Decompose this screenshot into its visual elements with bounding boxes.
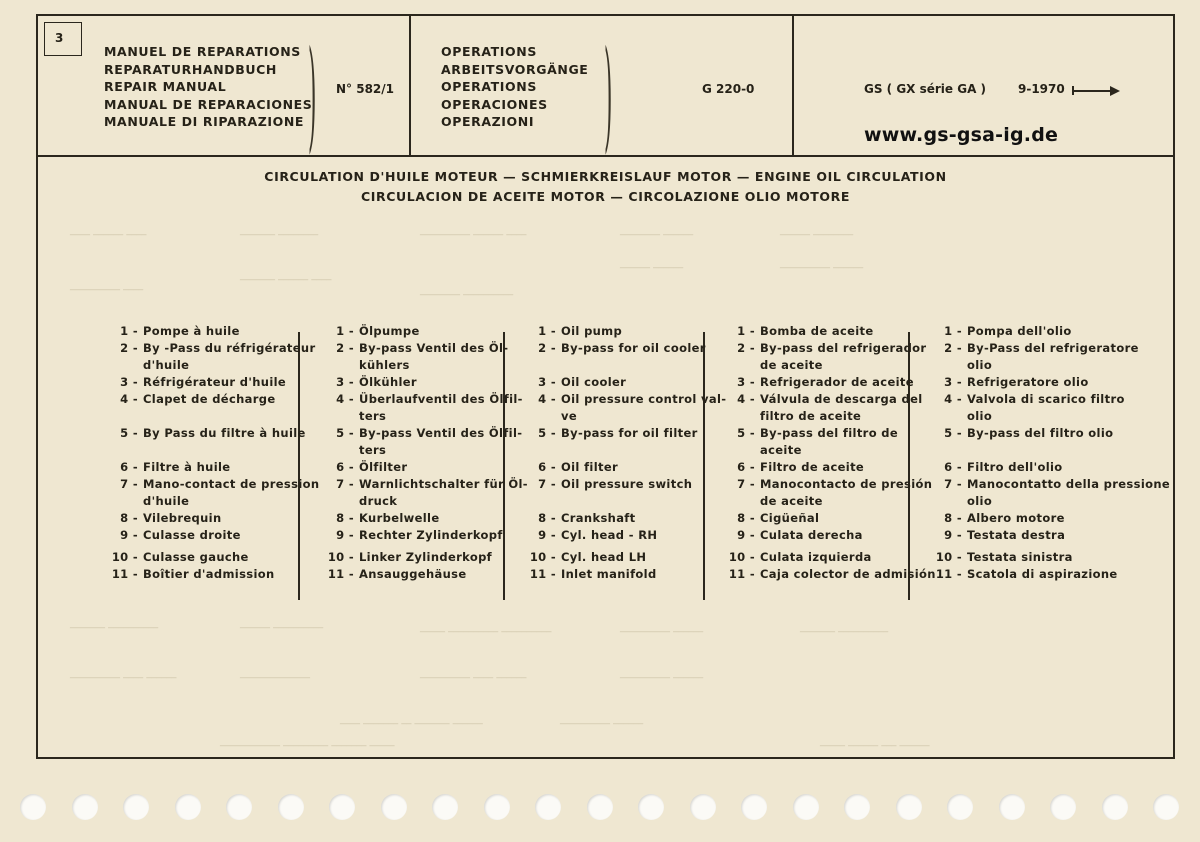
binder-hole (535, 794, 561, 820)
legend-item-number: 4 - (120, 392, 138, 406)
legend-item (711, 323, 874, 340)
document-sheet (36, 14, 1175, 759)
legend-item (310, 549, 492, 566)
legend-item-label: Warnlichtschalter für Öl- (359, 477, 528, 491)
legend-item-label: Filtre à huile (143, 460, 231, 474)
column-divider (703, 332, 705, 600)
legend-item-number: 1 - (944, 324, 962, 338)
legend-item (711, 476, 932, 510)
legend-item-label: Culata derecha (760, 528, 863, 542)
legend-item (94, 459, 230, 476)
legend-item (512, 549, 646, 566)
legend-item-label: Überlaufventil des Ölfil- (359, 392, 523, 406)
binder-hole (844, 794, 870, 820)
legend-item (918, 340, 1139, 374)
legend-item-number: 7 - (944, 477, 962, 491)
continue-arrow-icon (1072, 90, 1118, 92)
legend-item-label: By-pass del filtro olio (967, 426, 1114, 440)
legend-item-label: Oil filter (561, 460, 619, 474)
legend-item (310, 527, 503, 544)
legend-item-label-continued: de aceite (760, 494, 823, 508)
legend-item (711, 459, 864, 476)
legend-item (918, 425, 1113, 442)
legend-item-number: 6 - (737, 460, 755, 474)
legend-item (94, 566, 275, 583)
legend-item-label-continued: druck (359, 494, 398, 508)
legend-item (918, 549, 1073, 566)
legend-item-label: Linker Zylinderkopf (359, 550, 493, 564)
legend-item (711, 510, 819, 527)
legend-item-number: 8 - (120, 511, 138, 525)
legend-item-label: Rechter Zylinderkopf (359, 528, 503, 542)
legend-item-number: 2 - (944, 341, 962, 355)
section-heading-line-2: CIRCULACION DE ACEITE MOTOR — CIRCOLAZIONE OLIO MOTORE (360, 189, 851, 204)
legend-item (94, 340, 316, 374)
legend-item-number: 4 - (737, 392, 755, 406)
right-brace-icon: ) (308, 26, 317, 165)
binder-hole (741, 794, 767, 820)
manual-titles (104, 43, 312, 131)
legend-item-label: Manocontacto de presión (760, 477, 933, 491)
legend-item (310, 566, 466, 583)
legend-item (310, 323, 420, 340)
legend-item-label: By-pass Ventil des Ölfil- (359, 426, 523, 440)
binder-hole (381, 794, 407, 820)
legend-item-label: Oil pressure switch (561, 477, 693, 491)
legend-item (94, 323, 240, 340)
binder-hole (1102, 794, 1128, 820)
operation-title-fr: OPERATIONS (441, 44, 537, 59)
edition-date: 9-1970 (1018, 82, 1065, 96)
legend-item-label: Clapet de décharge (143, 392, 276, 406)
legend-item-number: 4 - (538, 392, 556, 406)
legend-item-number: 7 - (336, 477, 354, 491)
legend-item-number: 11 - (529, 567, 556, 581)
legend-item (918, 374, 1089, 391)
legend-item-label: Culata izquierda (760, 550, 872, 564)
legend-item-label-continued: olio (967, 358, 993, 372)
legend-item-number: 5 - (737, 426, 755, 440)
legend-item-label: Kurbelwelle (359, 511, 440, 525)
binder-hole (484, 794, 510, 820)
legend-item-number: 7 - (737, 477, 755, 491)
legend-item (94, 374, 286, 391)
manual-number: N° 582/1 (336, 82, 395, 96)
legend-item-number: 3 - (120, 375, 138, 389)
legend-item-number: 3 - (538, 375, 556, 389)
legend-item-number: 2 - (336, 341, 354, 355)
legend-item-label: Valvola di scarico filtro (967, 392, 1125, 406)
legend-item (918, 476, 1170, 510)
manual-title-es: MANUAL DE REPARACIONES (104, 96, 313, 112)
legend-item (711, 374, 914, 391)
legend-item-label: Albero motore (967, 511, 1065, 525)
legend-item-number: 9 - (538, 528, 556, 542)
legend-item (711, 566, 936, 583)
legend-item-label: Pompa dell'olio (967, 324, 1072, 338)
legend-item-number: 3 - (944, 375, 962, 389)
legend-item-label: Testata destra (967, 528, 1066, 542)
legend-item-number: 9 - (737, 528, 755, 542)
legend-item (918, 527, 1065, 544)
legend-item (310, 476, 528, 510)
legend-item-label: Refrigerador de aceite (760, 375, 914, 389)
legend-item (512, 459, 618, 476)
legend-item-label: Filtro de aceite (760, 460, 865, 474)
page-number: 3 (44, 22, 82, 56)
legend-item (94, 425, 306, 442)
legend-item-label: Bomba de aceite (760, 324, 874, 338)
legend-item-label: Oil cooler (561, 375, 627, 389)
legend-item (711, 527, 863, 544)
legend-item-label: By-pass for oil cooler (561, 341, 706, 355)
legend-item-number: 7 - (120, 477, 138, 491)
legend-item (918, 323, 1072, 340)
binder-hole (587, 794, 613, 820)
legend-item (711, 549, 872, 566)
binder-hole (793, 794, 819, 820)
website-watermark: www.gs-gsa-ig.de (864, 124, 1059, 146)
header-divider (409, 16, 411, 155)
legend-item-number: 6 - (944, 460, 962, 474)
legend-item-label: Crankshaft (561, 511, 636, 525)
legend-item-label-continued: d'huile (143, 358, 190, 372)
legend-item-number: 3 - (336, 375, 354, 389)
legend-item-number: 8 - (538, 511, 556, 525)
operation-code: G 220-0 (702, 82, 755, 96)
legend-item-label-continued: d'huile (143, 494, 190, 508)
legend-item-label: Pompe à huile (143, 324, 240, 338)
operation-titles (441, 43, 588, 131)
legend-item-label: Refrigeratore olio (967, 375, 1089, 389)
manual-title-fr: MANUEL DE REPARATIONS (104, 44, 301, 59)
legend-item-number: 5 - (120, 426, 138, 440)
manual-title-de: REPARATURHANDBUCH (104, 61, 277, 77)
binder-hole (432, 794, 458, 820)
legend-item-label: Oil pressure control val- (561, 392, 727, 406)
legend-item-label: Réfrigérateur d'huile (143, 375, 287, 389)
legend-item (512, 566, 657, 583)
header-block (38, 16, 1173, 165)
legend-item (310, 459, 407, 476)
legend-item (94, 476, 319, 510)
legend-item (512, 391, 726, 425)
operation-title-de: ARBEITSVORGÄNGE (441, 61, 589, 77)
legend-item-label: By-pass for oil filter (561, 426, 698, 440)
legend-item-number: 8 - (737, 511, 755, 525)
legend-item-label: Manocontatto della pressione (967, 477, 1171, 491)
legend-item-label: Cigüeñal (760, 511, 820, 525)
legend-item-number: 10 - (935, 550, 962, 564)
legend-item-label: Ansauggehäuse (359, 567, 467, 581)
legend-item-number: 11 - (728, 567, 755, 581)
legend-item-label: Ölpumpe (359, 324, 420, 338)
legend-item (711, 425, 898, 459)
vehicle-model: GS ( GX série GA ) (864, 82, 987, 96)
legend-item-label: Cyl. head LH (561, 550, 647, 564)
legend-item (310, 340, 508, 374)
legend-item-number: 10 - (111, 550, 138, 564)
legend-item-number: 5 - (944, 426, 962, 440)
manual-title-it: MANUALE DI RIPARAZIONE (104, 114, 305, 130)
legend-item (711, 391, 923, 425)
legend-item-label: Ölfilter (359, 460, 408, 474)
legend-item-number: 10 - (728, 550, 755, 564)
legend-item-label: Culasse droite (143, 528, 241, 542)
binder-hole (226, 794, 252, 820)
right-brace-icon: ) (604, 26, 613, 165)
legend-item-number: 11 - (111, 567, 138, 581)
binder-hole (690, 794, 716, 820)
binder-hole (175, 794, 201, 820)
manual-title-en: REPAIR MANUAL (104, 79, 227, 95)
legend-item-label: Caja colector de admisión (760, 567, 936, 581)
legend-item-number: 6 - (538, 460, 556, 474)
legend-item-label: Oil pump (561, 324, 623, 338)
operation-title-es: OPERACIONES (441, 96, 548, 112)
legend-item-label-continued: aceite (760, 443, 802, 457)
legend-item-number: 11 - (327, 567, 354, 581)
legend-item-number: 2 - (737, 341, 755, 355)
legend-item-number: 3 - (737, 375, 755, 389)
binder-hole (947, 794, 973, 820)
legend-item-number: 1 - (336, 324, 354, 338)
legend-item (512, 323, 622, 340)
legend-item-number: 10 - (327, 550, 354, 564)
legend-item-number: 8 - (944, 511, 962, 525)
legend-item-label: Cyl. head - RH (561, 528, 658, 542)
legend-item (310, 374, 417, 391)
legend-item-label: Boîtier d'admission (143, 567, 275, 581)
legend-item-number: 5 - (336, 426, 354, 440)
legend-item (310, 391, 523, 425)
legend-item-label: Inlet manifold (561, 567, 657, 581)
legend-item-number: 2 - (120, 341, 138, 355)
legend-item-number: 9 - (336, 528, 354, 542)
legend-item (918, 510, 1065, 527)
legend-item (918, 391, 1125, 425)
legend-item-label: Filtro dell'olio (967, 460, 1063, 474)
legend-item-label: Scatola di aspirazione (967, 567, 1118, 581)
legend-item (94, 391, 276, 408)
legend-item-number: 11 - (935, 567, 962, 581)
legend-item-number: 6 - (120, 460, 138, 474)
binder-hole (329, 794, 355, 820)
legend-item-label-continued: ve (561, 409, 577, 423)
legend-item-number: 5 - (538, 426, 556, 440)
binder-hole (123, 794, 149, 820)
legend-item-number: 2 - (538, 341, 556, 355)
legend-item (512, 425, 698, 442)
binder-hole (896, 794, 922, 820)
binder-hole (278, 794, 304, 820)
legend-item (512, 510, 636, 527)
binder-hole (638, 794, 664, 820)
legend-item-label-continued: filtro de aceite (760, 409, 862, 423)
legend-item-label: By -Pass du réfrigérateur (143, 341, 316, 355)
legend-item-number: 7 - (538, 477, 556, 491)
legend-item-number: 1 - (538, 324, 556, 338)
legend-item-label: Mano-contact de pression (143, 477, 320, 491)
legend-item-label: By Pass du filtre à huile (143, 426, 306, 440)
legend-item-label: By-Pass del refrigeratore (967, 341, 1139, 355)
legend-item-label-continued: kühlers (359, 358, 410, 372)
legend-item-label: By-pass del refrigerador (760, 341, 927, 355)
legend-item (711, 340, 926, 374)
legend-item-label: Ölkühler (359, 375, 417, 389)
legend-item-label-continued: ters (359, 443, 387, 457)
legend-item (512, 527, 657, 544)
binder-hole (72, 794, 98, 820)
legend-item (512, 340, 706, 357)
legend-item (512, 476, 692, 493)
legend-item (94, 549, 249, 566)
legend-item (94, 527, 241, 544)
legend-item-label: Culasse gauche (143, 550, 249, 564)
operation-title-en: OPERATIONS (441, 79, 537, 95)
legend-item (918, 459, 1063, 476)
section-heading-line-1: CIRCULATION D'HUILE MOTEUR — SCHMIERKREISLAUF MOTOR — ENGINE OIL CIRCULATION (264, 169, 947, 184)
binder-hole (1050, 794, 1076, 820)
binder-hole (999, 794, 1025, 820)
legend-item-number: 9 - (944, 528, 962, 542)
legend-item-label-continued: ters (359, 409, 387, 423)
legend-item-number: 6 - (336, 460, 354, 474)
legend-item (310, 510, 440, 527)
operation-title-it: OPERAZIONI (441, 114, 535, 130)
legend-item-label-continued: de aceite (760, 358, 823, 372)
legend-item-number: 4 - (336, 392, 354, 406)
legend-item-label: By-pass Ventil des Öl- (359, 341, 509, 355)
legend-item (310, 425, 522, 459)
legend-item-label: Vilebrequin (143, 511, 222, 525)
legend-item-label-continued: olio (967, 409, 993, 423)
legend-item (94, 510, 221, 527)
legend-item-label: By-pass del filtro de (760, 426, 899, 440)
legend-item-label-continued: olio (967, 494, 993, 508)
legend-item-number: 10 - (529, 550, 556, 564)
legend-item-number: 9 - (120, 528, 138, 542)
binder-hole (1153, 794, 1179, 820)
legend-item-label: Testata sinistra (967, 550, 1073, 564)
header-divider (792, 16, 794, 155)
legend-item-number: 1 - (737, 324, 755, 338)
binder-hole (20, 794, 46, 820)
binder-holes (0, 790, 1200, 824)
legend-item-number: 4 - (944, 392, 962, 406)
legend-item-number: 8 - (336, 511, 354, 525)
legend-item (918, 566, 1118, 583)
legend-item (512, 374, 626, 391)
legend-item-number: 1 - (120, 324, 138, 338)
legend-item-label: Válvula de descarga del (760, 392, 923, 406)
